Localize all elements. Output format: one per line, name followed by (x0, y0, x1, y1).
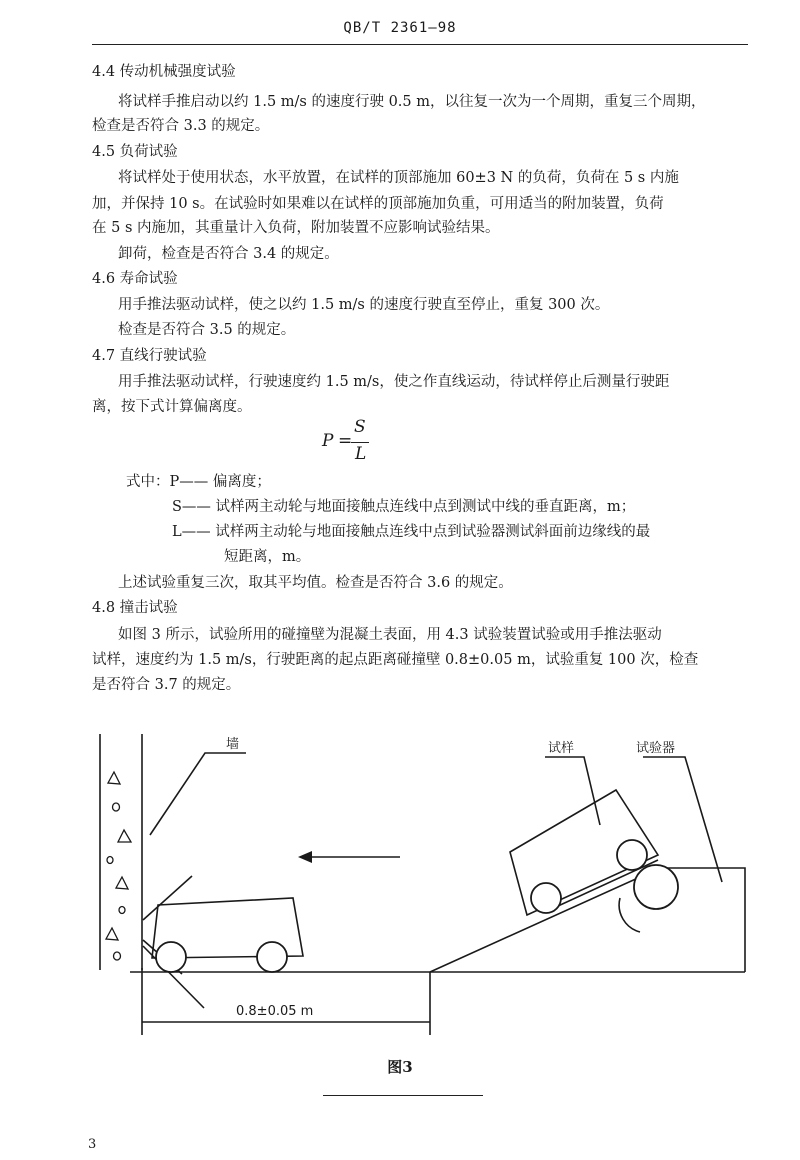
body-line: 在 5 s 内施加，其重量计入负荷，附加装置不应影响试验结果。 (92, 220, 500, 236)
body-line: 加，并保持 10 s。在试验时如果难以在试样的顶部施加负重，可用适当的附加装置，负荷 (92, 196, 664, 212)
ramp-car-wheel-upper (617, 840, 647, 870)
car-wheel-front (156, 942, 186, 972)
ramp-car-wheel-lower (531, 883, 561, 913)
section-4-6-heading: 4.6 寿命试验 (92, 271, 178, 287)
formula-p: P (322, 431, 334, 451)
body-line: 检查是否符合 3.5 的规定。 (118, 322, 296, 338)
body-line: 卸荷，检查是否符合 3.4 的规定。 (118, 246, 339, 262)
header-rule (92, 44, 748, 45)
dimension-label: 0.8±0.05 m (236, 1004, 314, 1019)
concrete-mark (119, 907, 125, 914)
body-line: 如图 3 所示，试验所用的碰撞壁为混凝土表面，用 4.3 试验装置试验或用手推法驱动 (118, 627, 662, 643)
formula-legend-s: S—— 试样两主动轮与地面接触点连线中点到测试中线的垂直距离，m； (172, 499, 636, 515)
concrete-mark (116, 877, 128, 889)
formula-equals: = (338, 431, 353, 451)
fraction-bar (351, 442, 369, 443)
body-line: 上述试验重复三次，取其平均值。检查是否符合 3.6 的规定。 (118, 575, 513, 591)
rotation-arc (619, 898, 640, 932)
deviation-formula (318, 417, 388, 469)
car-wheel-rear (257, 942, 287, 972)
body-line: 是否符合 3.7 的规定。 (92, 677, 241, 693)
formula-legend-l-cont: 短距离，m。 (224, 549, 311, 565)
concrete-mark (106, 928, 118, 940)
body-line: 离，按下式计算偏离度。 (92, 399, 252, 415)
section-4-7-heading: 4.7 直线行驶试验 (92, 348, 207, 364)
end-rule (323, 1095, 483, 1096)
label-wall: 墙 (226, 737, 240, 752)
concrete-mark (118, 830, 131, 842)
figure-3-diagram (0, 720, 800, 1050)
formula-legend-l: L—— 试样两主动轮与地面接触点连线中点到试验器测试斜面前边缘线的最 (172, 524, 651, 540)
section-4-8-heading: 4.8 撞击试验 (92, 600, 178, 616)
label-tester: 试验器 (636, 741, 676, 756)
body-line: 将试样处于使用状态，水平放置，在试样的顶部施加 60±3 N 的负荷，负荷在 5 s 内施 (118, 170, 679, 186)
formula-denominator: L (355, 444, 367, 464)
page-number: 3 (88, 1137, 97, 1152)
standard-code: QB/T 2361—98 (343, 20, 457, 36)
body-line: 检查是否符合 3.3 的规定。 (92, 118, 270, 134)
formula-legend-p: 式中：P—— 偏离度； (126, 474, 271, 490)
concrete-mark (107, 857, 113, 864)
figure-caption: 图3 (387, 1058, 413, 1076)
body-line: 将试样手推启动以约 1.5 m/s 的速度行驶 0.5 m，以往复一次为一个周期，重复三个周期， (118, 94, 706, 110)
tester-leader-line (643, 757, 722, 882)
label-sample: 试样 (548, 741, 575, 756)
body-line: 用手推法驱动试样，行驶速度约 1.5 m/s，使之作直线运动，待试样停止后测量行驶距 (118, 374, 670, 390)
tester-ramp-outline (430, 868, 745, 972)
direction-arrow-head (298, 851, 312, 863)
section-4-4-heading: 4.4 传动机械强度试验 (92, 64, 236, 80)
concrete-mark (113, 803, 120, 811)
concrete-mark (114, 952, 121, 960)
section-4-5-heading: 4.5 负荷试验 (92, 144, 178, 160)
body-line: 用手推法驱动试样，使之以约 1.5 m/s 的速度行驶直至停止，重复 300 次。 (118, 297, 610, 313)
concrete-mark (108, 772, 120, 784)
impact-stroke (143, 876, 192, 920)
formula-numerator: S (354, 417, 366, 437)
tester-roller (634, 865, 678, 909)
body-line: 试样，速度约为 1.5 m/s，行驶距离的起点距离碰撞壁 0.8±0.05 m，试验重复 100 次，检查 (92, 652, 699, 668)
wall-leader-line (150, 753, 246, 835)
